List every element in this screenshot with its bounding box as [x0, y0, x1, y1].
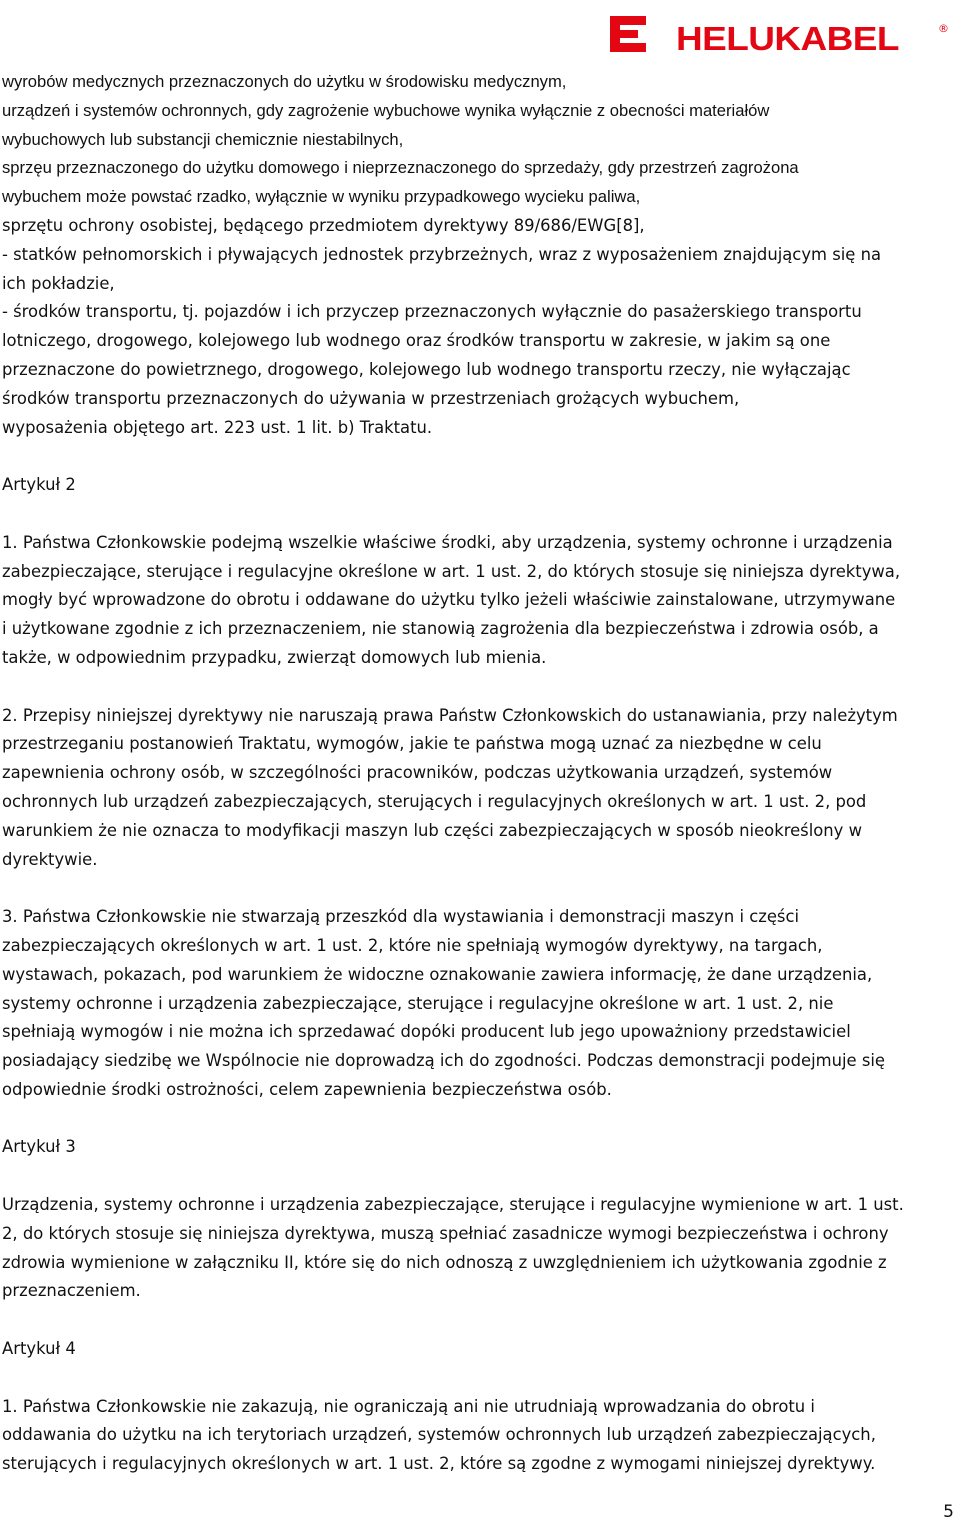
brand-name: HELUKABEL — [676, 20, 899, 57]
exclusions-list-part1 — [2, 68, 958, 212]
text-line: urządzeń i systemów ochronnych, gdy zagrożenie wybuchowe wynika wyłącznie z obecności materiałów — [2, 100, 770, 120]
text-line: spełniają wymogów i nie można ich sprzedawać dopóki producent lub jego upoważniony przedstawiciel — [2, 1022, 851, 1042]
text-line: i użytkowane zgodnie z ich przeznaczeniem, nie stanowią zagrożenia dla bezpieczeństwa i zdrowia osób, a — [2, 619, 879, 639]
text-line: Urządzenia, systemy ochronne i urządzenia zabezpieczające, sterujące i regulacyjne wymienione w art. 1 ust. — [2, 1195, 904, 1215]
text-line: przeznaczeniem. — [2, 1281, 141, 1301]
article-2-paragraph-2 — [2, 702, 958, 875]
text-line: wyposażenia objętego art. 223 ust. 1 lit. b) Traktatu. — [2, 417, 433, 437]
text-line: środków transportu przeznaczonych do używania w przestrzeniach grożących wybuchem, — [2, 388, 740, 408]
text-line: zabezpieczające, sterujące i regulacyjne określone w art. 1 ust. 2, do których stosuje się niniejsza dyrektywa, — [2, 561, 901, 581]
text-line: mogły być wprowadzone do obrotu i oddawane do użytku tylko jeżeli właściwie zainstalowane, utrzymywane — [2, 590, 896, 610]
text-line: posiadający siedzibę we Wspólnocie nie doprowadzą ich do zgodności. Podczas demonstracji podejmuje się — [2, 1051, 886, 1071]
page-number: 5 — [943, 1502, 954, 1522]
text-line: sprzęu przeznaczonego do użytku domowego i nieprzeznaczonego do sprzedaży, gdy przestrzeń zagrożona — [2, 158, 799, 178]
text-line: sprzętu ochrony osobistej, będącego przedmiotem dyrektywy 89/686/EWG[8], — [2, 215, 645, 235]
text-line: warunkiem że nie oznacza to modyfikacji maszyn lub części zabezpieczających w sposób nieokreślony w — [2, 820, 862, 840]
text-line: zdrowia wymienione w załączniku II, które się do nich odnoszą z uwzględnieniem ich użytkowania zgodnie z — [2, 1252, 887, 1272]
helukabel-logo-icon — [610, 16, 646, 52]
text-line: - środków transportu, tj. pojazdów i ich przyczep przeznaczonych wyłącznie do pasażerskiego transportu — [2, 302, 862, 322]
text-line: wyrobów medycznych przeznaczonych do użytku w środowisku medycznym, — [2, 72, 567, 91]
text-line: 2. Przepisy niniejszej dyrektywy nie naruszają prawa Państw Członkowskich do ustanawiania, przy należytym — [2, 705, 898, 725]
text-line: lotniczego, drogowego, kolejowego lub wodnego oraz środków transportu w zakresie, w jakim są one — [2, 331, 831, 351]
article-2-paragraph-1 — [2, 529, 958, 673]
text-line: odpowiednie środki ostrożności, celem zapewnienia bezpieczeństwa osób. — [2, 1079, 612, 1099]
document-body — [2, 68, 958, 1479]
registered-mark: ® — [938, 22, 949, 35]
text-line: 2, do których stosuje się niniejsza dyrektywa, muszą spełniać zasadnicze wymogi bezpieczeństwa i ochrony — [2, 1223, 889, 1243]
article-4-paragraph-1 — [2, 1393, 958, 1479]
text-line: ich pokładzie, — [2, 273, 115, 293]
text-line: ochronnych lub urządzeń zabezpieczających, sterujących i regulacyjnych określonych w art. 1 ust. 2, pod — [2, 791, 867, 811]
article-3-heading: Artykuł 3 — [2, 1137, 76, 1157]
text-line: sterujących i regulacyjnych określonych w art. 1 ust. 2, które są zgodne z wymogami niniejszej dyrektywy. — [2, 1454, 876, 1474]
text-line: zapewnienia ochrony osób, w szczególności pracowników, podczas użytkowania urządzeń, systemów — [2, 763, 833, 783]
text-line: także, w odpowiednim przypadku, zwierząt domowych lub mienia. — [2, 647, 547, 667]
article-4-heading: Artykuł 4 — [2, 1339, 76, 1359]
text-line: dyrektywie. — [2, 849, 98, 869]
text-line: wystawach, pokazach, pod warunkiem że widoczne oznakowanie zawiera informację, że dane urządzenia, — [2, 964, 873, 984]
exclusions-list-part2 — [2, 212, 958, 442]
text-line: przestrzeganiu postanowień Traktatu, wymogów, jakie te państwa mogą uznać za niezbędne w celu — [2, 734, 822, 754]
article-2-paragraph-3 — [2, 903, 958, 1105]
text-line: zabezpieczających określonych w art. 1 ust. 2, które nie spełniają wymogów dyrektywy, na targach, — [2, 935, 823, 955]
article-3-paragraph-1 — [2, 1191, 958, 1306]
text-line: oddawania do użytku na ich terytoriach urządzeń, systemów ochronnych lub urządzeń zabezpieczających, — [2, 1425, 876, 1445]
text-line: przeznaczone do powietrznego, drogowego, kolejowego lub wodnego transportu rzeczy, nie wyłączając — [2, 359, 851, 379]
text-line: 1. Państwa Członkowskie nie zakazują, nie ograniczają ani nie utrudniają wprowadzania do obrotu i — [2, 1396, 815, 1416]
text-line: - statków pełnomorskich i pływających jednostek przybrzeżnych, wraz z wyposażeniem znajdującym się na — [2, 244, 882, 264]
text-line: 1. Państwa Członkowskie podejmą wszelkie właściwe środki, aby urządzenia, systemy ochronne i urządzenia — [2, 532, 893, 552]
article-2-heading: Artykuł 2 — [2, 475, 76, 495]
text-line: systemy ochronne i urządzenia zabezpieczające, sterujące i regulacyjne określone w art. 1 ust. 2, nie — [2, 993, 834, 1013]
text-line: wybuchem może powstać rzadko, wyłącznie w wyniku przypadkowego wycieku paliwa, — [2, 187, 641, 207]
text-line: wybuchowych lub substancji chemicznie niestabilnych, — [2, 129, 404, 149]
text-line: 3. Państwa Członkowskie nie stwarzają przeszkód dla wystawiania i demonstracji maszyn i części — [2, 907, 800, 927]
